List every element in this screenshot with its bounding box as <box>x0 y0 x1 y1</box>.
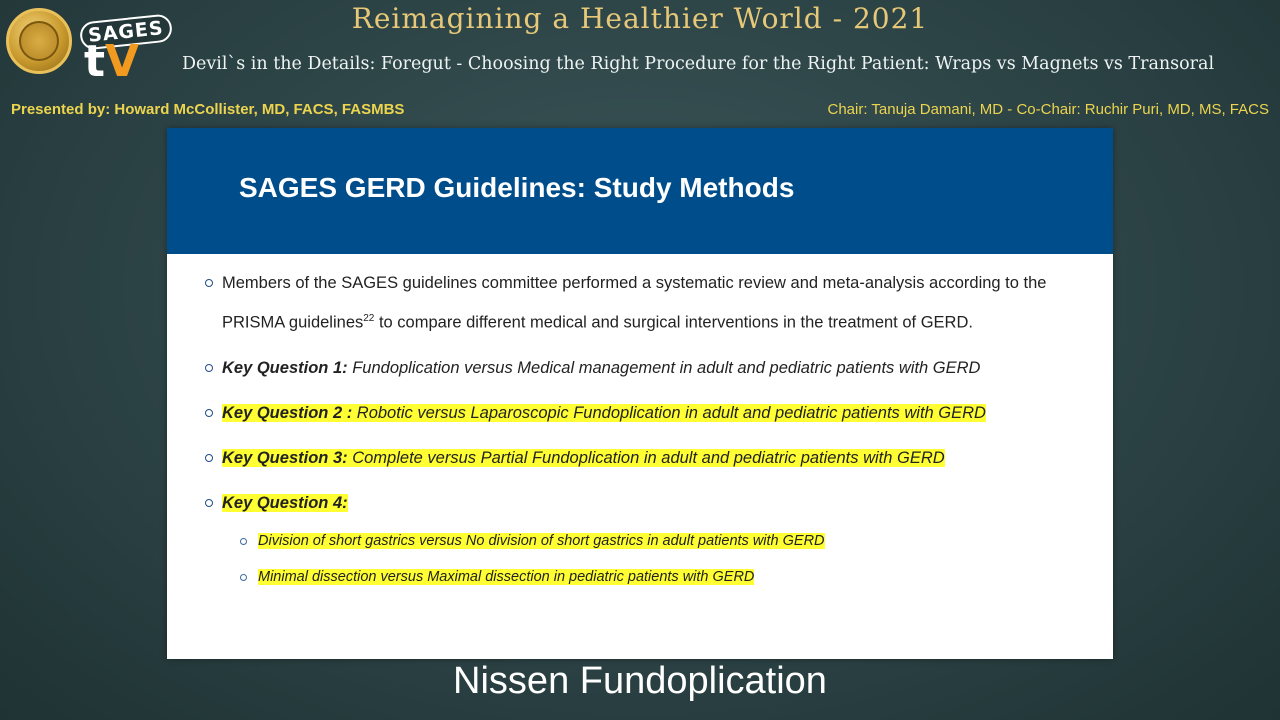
key-question-label: Key Question 3: <box>222 448 348 467</box>
bullet-icon <box>205 279 213 287</box>
intro-text-cont: to compare different medical and surgical interventions in the treatment of GERD. <box>374 313 973 332</box>
list-item-key-question-1 <box>205 351 1095 386</box>
conference-title: Reimagining a Healthier World - 2021 <box>351 2 929 35</box>
bullet-icon <box>205 364 213 372</box>
tv-wordmark: tV <box>84 36 140 87</box>
list-item-key-question-2 <box>205 396 1095 431</box>
sub-list-item <box>240 523 1095 559</box>
key-question-label: Key Question 4: <box>222 493 348 512</box>
list-item-key-question-3 <box>205 441 1095 476</box>
slide-title: SAGES GERD Guidelines: Study Methods <box>239 172 795 203</box>
sub-bullet-icon <box>240 538 247 545</box>
citation-superscript: 22 <box>363 313 375 324</box>
chair-label: Chair: Tanuja Damani, MD - Co-Chair: Ruchir Puri, MD, MS, FACS <box>827 101 1269 118</box>
sub-item-text: Division of short gastrics versus No division of short gastrics in adult patients with GERD <box>258 532 825 549</box>
slide <box>167 128 1113 659</box>
sub-item-text: Minimal dissection versus Maximal dissection in pediatric patients with GERD <box>258 568 755 585</box>
key-question-label: Key Question 1: <box>222 358 348 377</box>
slide-header-bar <box>167 128 1113 254</box>
bullet-icon <box>205 454 213 462</box>
list-item-key-question-4 <box>205 486 1095 521</box>
sub-bullet-icon <box>240 574 247 581</box>
bullet-icon <box>205 409 213 417</box>
intro-text: Members of the SAGES guidelines committee performed a systematic review and meta-analysis according to the PRISMA guidelines <box>222 274 1047 332</box>
list-item-intro <box>205 266 1095 341</box>
key-question-text: Robotic versus Laparoscopic Fundoplication in adult and pediatric patients with GERD <box>352 403 986 422</box>
key-question-label: Key Question 2 : <box>222 403 353 422</box>
video-caption: Nissen Fundoplication <box>453 660 827 702</box>
sages-wordmark: SAGES <box>79 13 173 50</box>
session-title: Devil`s in the Details: Foregut - Choosing the Right Procedure for the Right Patient: Wraps vs Magnets vs Transoral <box>182 54 1215 74</box>
presenter-label: Presented by: Howard McCollister, MD, FACS, FASMBS <box>11 101 405 118</box>
bullet-list <box>205 266 1095 595</box>
key-question-text: Fundoplication versus Medical management in adult and pediatric patients with GERD <box>347 358 981 377</box>
bullet-icon <box>205 499 213 507</box>
sub-list-item <box>240 559 1095 595</box>
key-question-text: Complete versus Partial Fundoplication in adult and pediatric patients with GERD <box>347 448 945 467</box>
